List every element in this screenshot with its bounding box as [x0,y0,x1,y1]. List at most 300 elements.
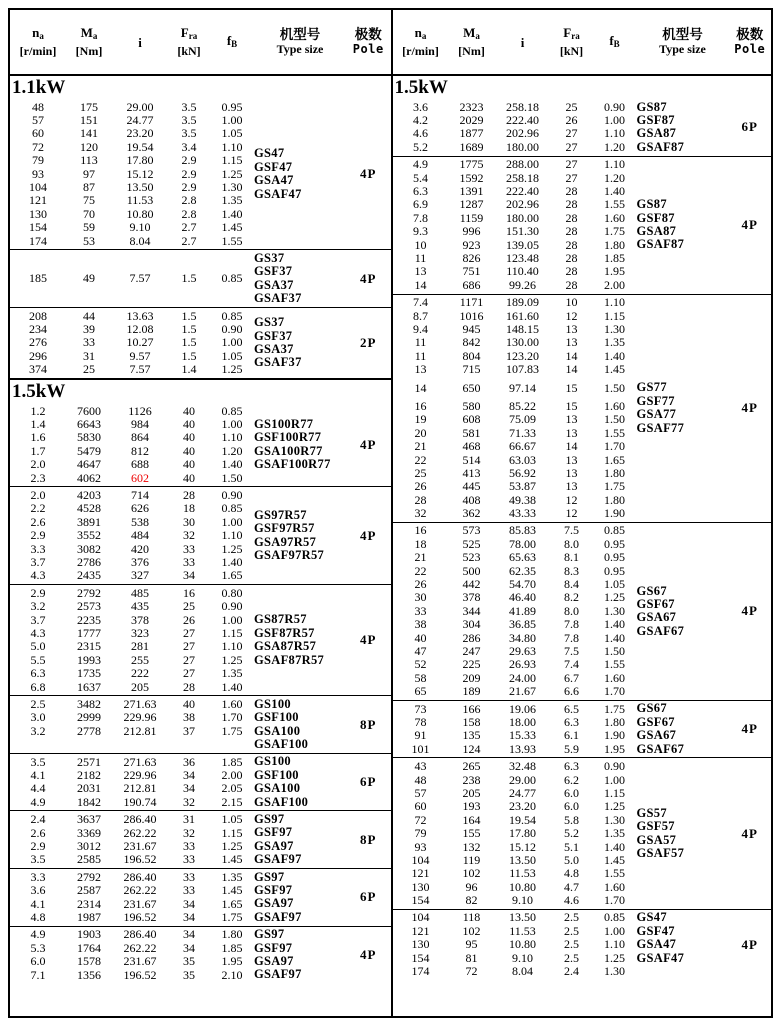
type-size-label: GSA47 [636,937,677,952]
cell: 13.63 [126,308,154,323]
cell: 362 [462,506,481,521]
cell: 3.5 [30,754,46,769]
table-row [393,453,637,466]
cell: 11 [414,251,427,266]
cell: 189.09 [506,295,539,310]
data-block [10,695,391,753]
cell: 5.8 [564,812,579,827]
type-size-list [254,308,346,378]
table-row [10,529,254,542]
cell: 212.81 [123,723,157,738]
cell: 1.65 [604,452,625,467]
cell: 229.96 [123,767,157,782]
cell: 4.6 [413,126,428,141]
cell: 1.80 [604,465,625,480]
cell: 2786 [77,555,101,569]
cell: 296 [29,348,47,363]
cell: 1.85 [604,251,625,266]
table-row [10,431,254,444]
data-block [10,403,391,486]
cell: 0.90 [221,322,243,337]
cell: 11 [414,335,427,350]
cell: 102 [462,866,481,881]
cell: 78 [414,714,427,729]
pole-cell [346,585,391,695]
cell: 7.5 [564,523,579,538]
cell: 276 [29,335,47,350]
header-unit: Type size [659,42,706,56]
pole-value: 6P [741,119,758,135]
type-size-label: GSAF37 [254,355,302,370]
cell: 2.10 [221,967,243,982]
table-row [393,238,637,251]
cell: 3.3 [30,869,46,884]
header-col-0 [393,25,449,59]
cell: 189 [462,684,481,699]
table-row [393,400,637,413]
pole-value: 6P [360,889,377,905]
type-size-label: GSF100 [254,710,299,725]
cell: 40 [183,470,195,485]
cell: 1.5 [181,308,197,323]
cell: 1.5 [181,271,197,286]
cell: 9.10 [512,950,533,965]
pole-value: 4P [741,603,758,619]
cell: 0.85 [221,308,243,323]
cell: 378 [462,590,481,605]
data-block [393,909,772,980]
pole-value: 8P [360,831,377,847]
cell: 29.00 [126,99,154,114]
cell: 5.0 [564,852,579,867]
cell: 13.50 [126,180,154,195]
table-row [393,225,637,238]
type-size-label: GSA97 [254,896,294,911]
pole-value: 4P [360,947,377,963]
table-row [10,796,254,809]
cell: 984 [131,417,149,432]
cell: 13.93 [509,741,536,756]
cell: 1.00 [604,923,625,938]
cell: 1.60 [604,398,625,413]
table-row [393,198,637,211]
type-size-label: GS97 [254,869,285,884]
cell: 3891 [77,514,101,529]
cell: 1.35 [221,869,243,884]
cell: 93 [32,166,44,181]
cell: 99.26 [509,277,536,292]
cell: 15.33 [509,728,536,743]
cell: 72 [32,139,44,154]
cell: 4.4 [30,781,46,796]
cell: 95 [465,937,478,952]
cell: 2323 [459,99,484,114]
pole-cell [729,758,772,908]
cell: 33 [183,838,195,853]
cell: 4203 [77,488,101,503]
cell: 13 [565,322,578,336]
cell: 0.95 [604,563,625,578]
cell: 262.22 [123,940,157,955]
cell: 238 [462,772,481,787]
cell: 3369 [77,825,101,840]
cell: 2.15 [221,794,243,809]
table-row [393,605,637,618]
cell: 180.00 [506,139,539,154]
header-unit: [kN] [559,44,584,58]
cell: 3.5 [181,126,197,141]
cell: 40 [183,403,195,418]
header-unit: Pole [734,42,766,56]
cell: 26.93 [509,657,536,672]
type-size-list [254,869,346,926]
type-size-list [637,758,729,908]
header-label: 极数 [354,27,382,42]
cell: 33 [414,603,427,618]
cell: 1.40 [604,617,625,632]
type-size-label: GS100 [254,754,291,769]
data-block [393,156,772,294]
cell: 85.22 [509,398,536,413]
cell: 26 [565,113,578,128]
cell: 32.48 [509,759,536,774]
header-col-1 [66,25,112,59]
cell: 1.50 [221,470,243,485]
pole-value: 4P [741,936,758,952]
header-unit: Type size [276,42,324,56]
cell: 10.27 [126,335,154,350]
pole-value: 8P [360,716,377,732]
cell: 14 [565,348,578,363]
cell: 141 [80,126,98,141]
cell: 21.67 [509,684,536,699]
cell: 196.52 [123,852,157,867]
cell: 1.10 [221,528,243,543]
cell: 1.40 [604,348,625,363]
cell: 29.63 [509,643,536,658]
header-label: 机型号 [662,27,703,42]
cell: 1.00 [221,113,243,128]
cell: 413 [462,465,481,480]
table-row [393,440,637,453]
table-row [10,928,254,941]
table-row [393,840,637,853]
cell: 6.7 [564,670,579,685]
cell: 70 [83,206,95,221]
type-size-label: GS97 [254,811,285,826]
cell: 49.38 [509,492,536,507]
table-row [393,172,637,185]
pole-cell [346,250,391,307]
table-row [10,884,254,897]
cell: 1.40 [604,184,625,199]
cell: 7.8 [564,617,579,632]
cell: 262.22 [123,825,157,840]
table-row [393,480,637,493]
cell: 1.20 [221,443,243,458]
table-row [10,234,254,247]
cell: 1391 [459,184,484,199]
cell: 60 [414,799,427,814]
cell: 3.3 [30,541,46,556]
cell: 1159 [459,210,484,225]
table-row [393,814,637,827]
cell: 32 [183,794,195,809]
table-row [393,185,637,198]
cell: 7.4 [413,295,428,310]
cell: 4.9 [30,794,46,809]
cell: 2.00 [221,767,243,782]
table-row [393,911,637,924]
cell: 75.09 [509,412,536,427]
table-row [393,854,637,867]
cell: 6.1 [564,728,579,743]
type-size-list [637,99,729,156]
cell: 3012 [77,838,101,853]
cell: 3637 [77,812,101,827]
cell: 121 [411,866,430,881]
cell: 1.00 [604,772,625,787]
cell: 4.6 [564,893,579,908]
table-row [10,221,254,234]
cell: 130 [29,206,47,221]
cell: 154 [411,893,430,908]
table-row [393,894,637,907]
data-block [10,868,391,926]
cell: 7.57 [129,271,151,286]
cell: 523 [462,550,481,565]
cell: 2.2 [30,501,46,516]
cell: 87 [83,180,95,195]
table-row [10,181,254,194]
cell: 9.3 [413,224,428,239]
cell: 46.40 [509,590,536,605]
table-row [10,680,254,693]
type-size-label: GSF37 [254,328,293,343]
table-row [10,167,254,180]
table-row [393,743,637,756]
table-row [393,551,637,564]
cell: 1.05 [221,812,243,827]
cell: 0.90 [221,599,243,614]
cell: 6.3 [413,184,428,199]
type-size-list [637,295,729,522]
cell: 13.50 [509,910,536,925]
table-row [393,827,637,840]
cell: 2.6 [30,514,46,529]
cell: 32 [183,825,195,840]
type-size-list [254,811,346,868]
cell: 25 [183,599,195,614]
cell: 18.00 [509,714,536,729]
type-size-list [254,927,346,984]
cell: 3.6 [30,883,46,898]
cell: 5.9 [564,741,579,756]
table-row [10,613,254,626]
header-unit: [r/min] [19,44,57,58]
table-row [10,942,254,955]
cell: 5.1 [564,839,579,854]
cell: 33 [183,541,195,556]
data-block [10,584,391,695]
cell: 2.3 [30,470,46,485]
cell: 75 [83,193,95,208]
cell: 28 [183,488,195,503]
type-size-label: GSAF97R57 [254,548,325,563]
table-row [10,336,254,349]
type-size-label: GSF97 [254,825,293,840]
table-row [10,725,254,738]
cell: 2029 [459,113,484,128]
cell: 193 [462,799,481,814]
type-size-label: GSAF37 [254,291,302,306]
type-size-label: GSAF87R57 [254,652,325,667]
rows-group [393,295,637,522]
table-row [393,925,637,938]
cell: 1.80 [604,492,625,507]
cell: 27 [183,625,195,640]
cell: 175 [80,99,98,114]
type-size-label: GS47 [254,146,285,161]
header-col-6 [346,27,391,57]
header-label: 极数 [736,27,764,42]
cell: 1.10 [221,639,243,654]
type-size-label: GSAF67 [636,623,685,638]
table-row [393,618,637,631]
cell: 1777 [77,625,101,640]
table-row [10,600,254,613]
pole-cell [729,157,772,294]
cell: 751 [462,264,481,279]
header-unit: Pole [352,42,384,56]
type-size-label: GSA87 [636,224,677,239]
type-size-label: GSF67 [636,596,675,611]
cell: 1.45 [221,852,243,867]
cell: 130.00 [506,335,539,350]
rows-group [10,811,254,868]
table-row [393,645,637,658]
cell: 8.0 [564,536,579,551]
table-row [10,323,254,336]
cell: 573 [462,523,481,538]
header-label: $n_a$ [32,25,44,41]
cell: 28 [414,492,427,507]
cell: 500 [462,563,481,578]
cell: 27 [183,652,195,667]
type-size-label: GS67 [636,583,667,598]
table-row [393,773,637,786]
cell: 1.40 [221,555,243,569]
pole-cell [729,295,772,522]
cell: 271.63 [123,696,157,711]
table-row [10,569,254,582]
table-row [10,310,254,323]
rows-group [10,696,254,753]
cell: 1.20 [604,139,625,154]
cell: 1.40 [604,630,625,645]
cell: 1.15 [221,625,243,640]
cell: 96 [465,879,478,894]
table-row [393,427,637,440]
table-row [10,853,254,866]
type-size-list [254,754,346,811]
cell: 2.0 [30,457,46,472]
cell: 1.25 [604,950,625,965]
cell: 7.8 [413,210,428,225]
cell: 608 [462,412,481,427]
cell: 234 [29,322,47,337]
cell: 231.67 [123,838,157,853]
type-size-list [637,157,729,294]
cell: 79 [414,826,427,841]
cell: 36.85 [509,617,536,632]
header-col-4 [593,33,637,52]
cell: 4.1 [30,896,46,911]
cell: 12.08 [126,322,154,337]
cell: 30 [183,514,195,529]
cell: 34 [183,767,195,782]
type-size-label: GSAF67 [636,741,685,756]
cell: 222.40 [506,113,539,128]
type-size-label: GSF77 [636,393,675,408]
cell: 202.96 [506,197,539,212]
type-size-label: GSA87R57 [254,639,317,654]
cell: 265 [462,759,481,774]
cell: 2.9 [181,166,197,181]
table-row [393,467,637,480]
cell: 2.4 [30,812,46,827]
cell: 1.00 [221,417,243,432]
type-size-label: GSF57 [636,819,675,834]
table-row [393,381,637,394]
cell: 5.3 [30,940,46,955]
type-size-label: GS87 [636,197,667,212]
cell: 158 [462,714,481,729]
cell: 151.30 [506,224,539,239]
cell: 525 [462,536,481,551]
header-label: $M_a$ [463,25,480,41]
cell: 1.70 [221,710,243,725]
cell: 442 [462,577,481,592]
table-row [393,141,637,154]
table-row [393,658,637,671]
cell: 1.25 [604,799,625,814]
cell: 4.9 [413,157,428,172]
cell: 2571 [77,754,101,769]
cell: 34 [183,568,195,583]
cell: 3482 [77,696,101,711]
cell: 38 [183,710,195,725]
table-row [10,897,254,910]
cell: 229.96 [123,710,157,725]
cell: 8.1 [564,550,579,565]
cell: 3.5 [30,852,46,867]
header-col-5 [254,27,346,57]
rows-group [10,927,254,984]
type-size-label: GSF47 [636,923,675,938]
cell: 5.0 [30,639,46,654]
type-size-label: GS67 [636,701,667,716]
cell: 5.5 [30,652,46,667]
cell: 39 [83,322,95,337]
cell: 715 [462,362,481,377]
cell: 196.52 [123,909,157,924]
cell: 1.25 [221,838,243,853]
cell: 435 [131,599,149,614]
cell: 484 [131,528,149,543]
type-size-label: GSF47 [254,159,293,174]
cell: 8.04 [129,233,151,248]
